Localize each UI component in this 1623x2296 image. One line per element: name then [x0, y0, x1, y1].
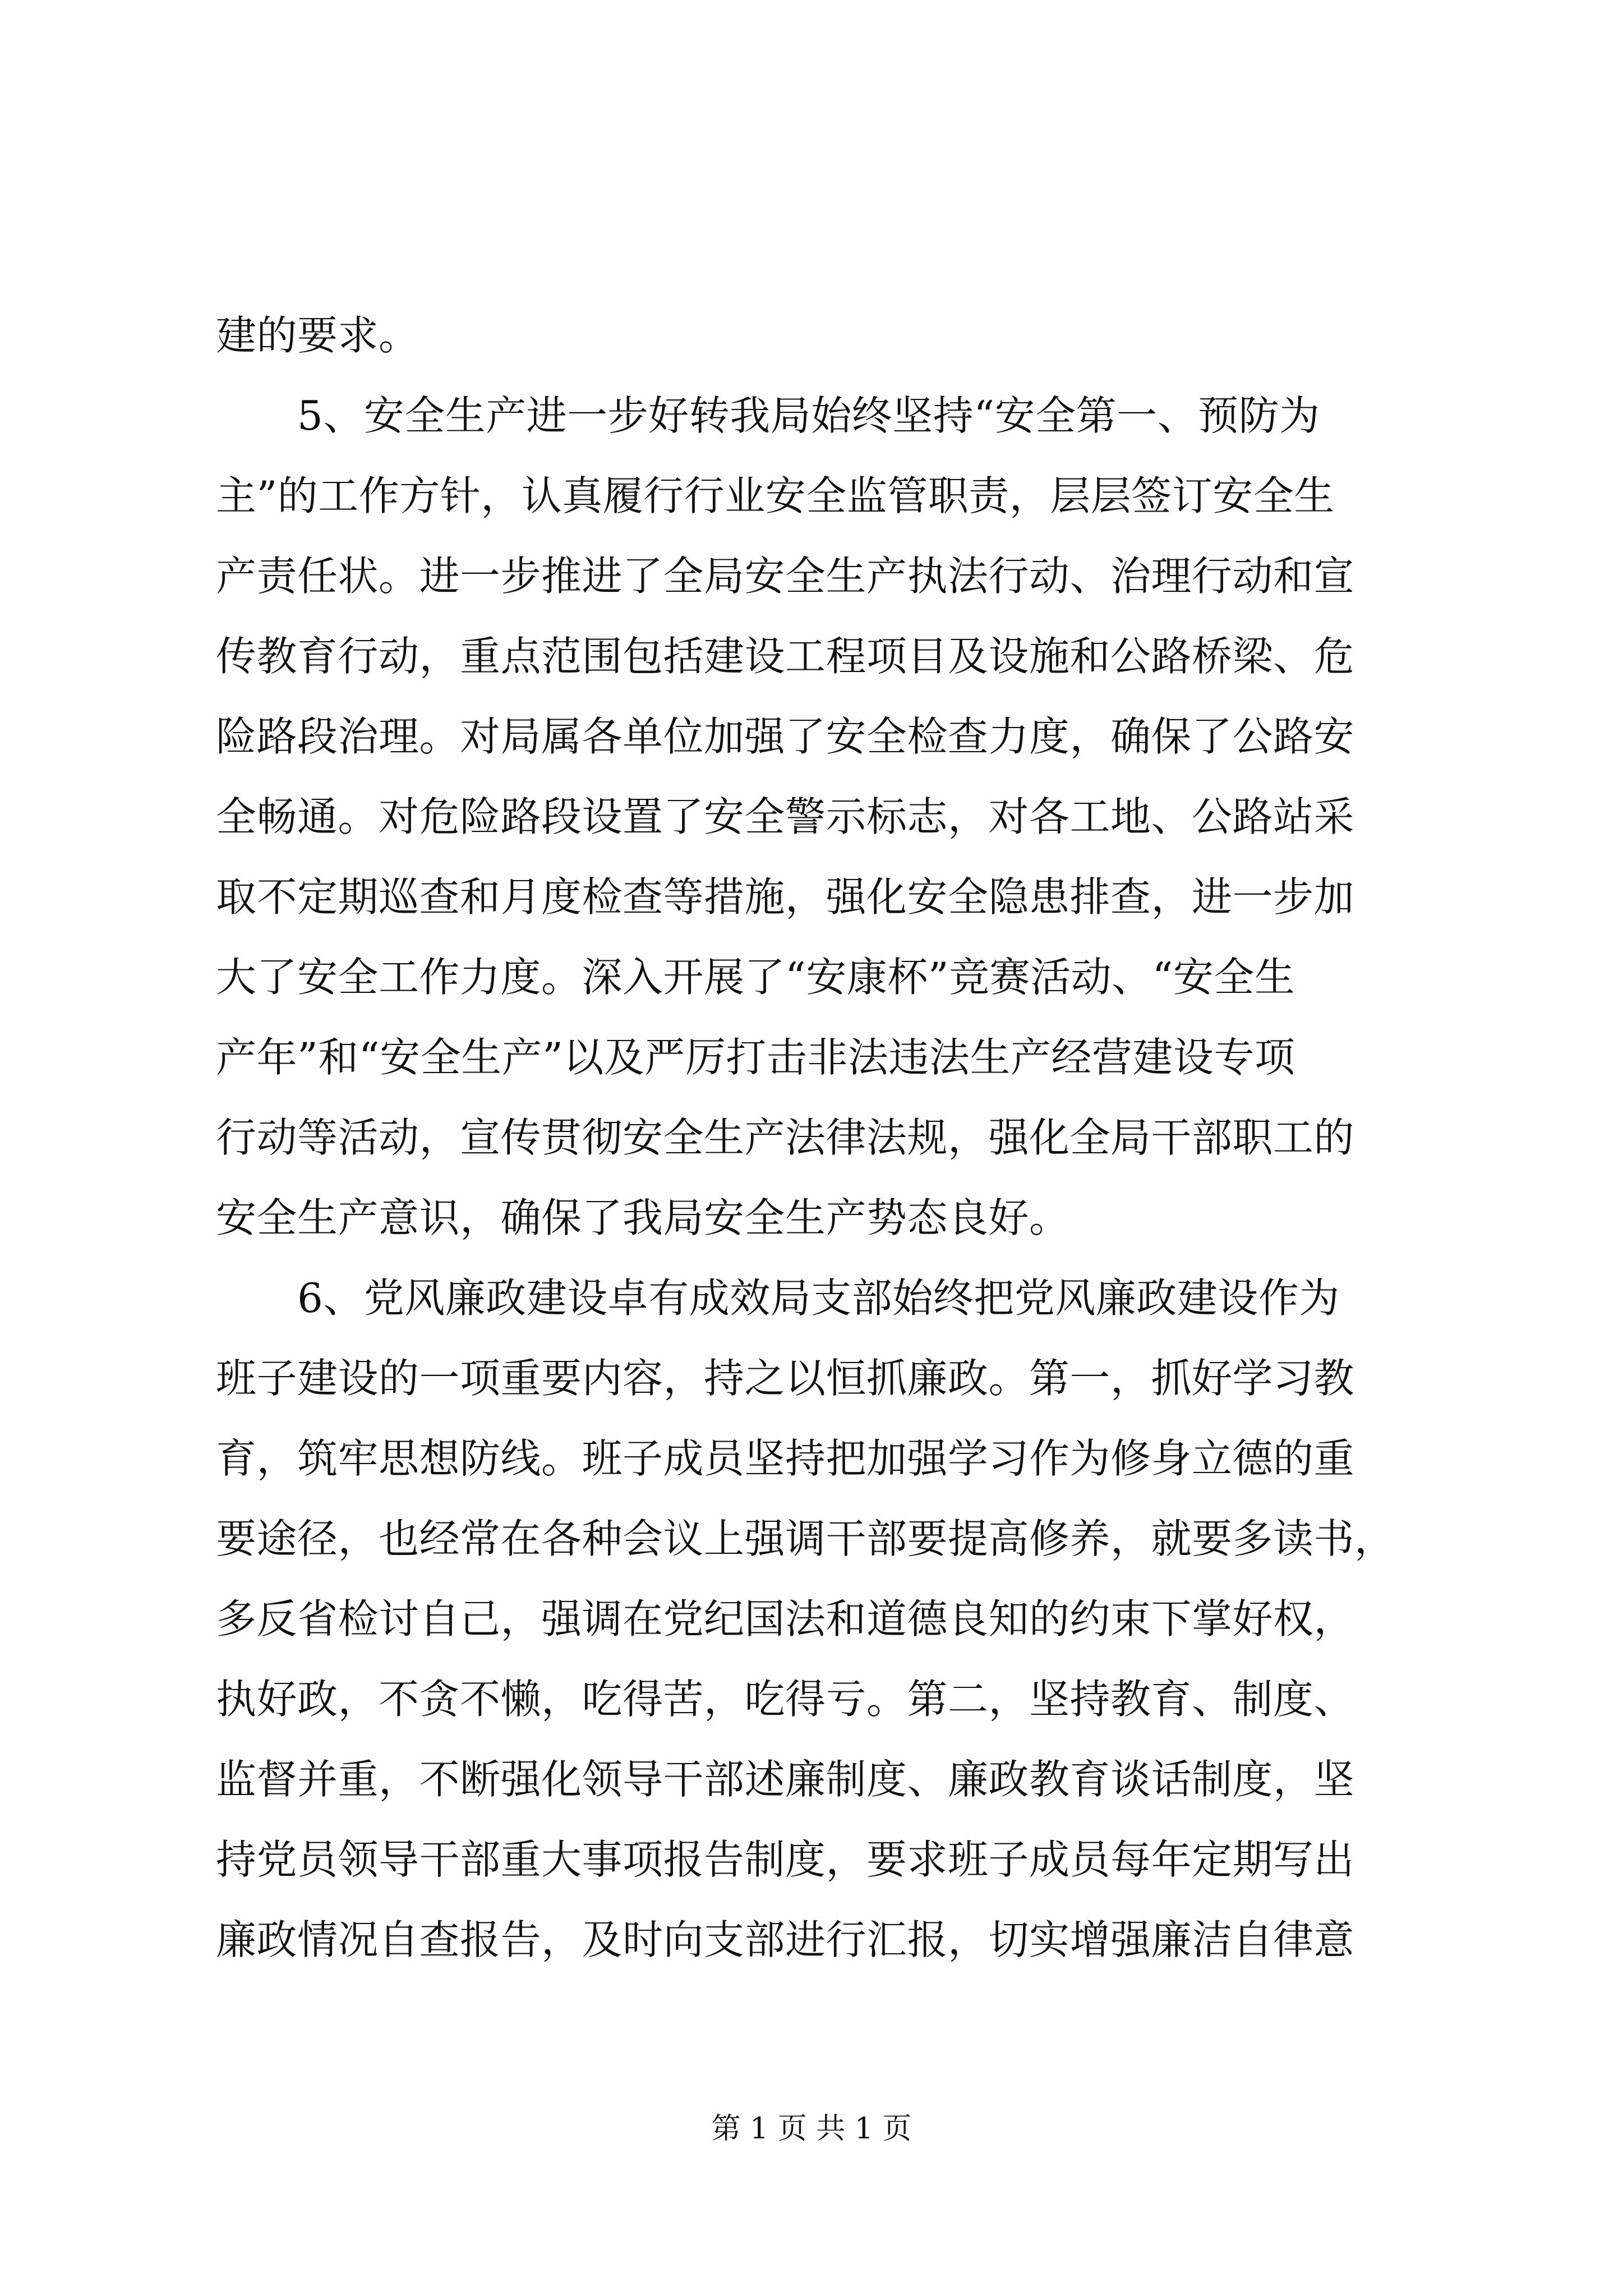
- text-line: 产责任状。进一步推进了全局安全生产执法行动、治理行动和宣: [216, 553, 1355, 600]
- text-line: 安全生产意识，确保了我局安全生产势态良好。: [216, 1194, 1070, 1241]
- text-line: 传教育行动，重点范围包括建设工程项目及设施和公路桥梁、危: [216, 633, 1355, 680]
- text-line: 执好政，不贪不懒，吃得苦，吃得亏。第二，坚持教育、制度、: [216, 1676, 1355, 1723]
- text-line: 险路段治理。对局属各单位加强了安全检查力度，确保了公路安: [216, 713, 1355, 760]
- text-line: 建的要求。: [216, 312, 419, 359]
- text-line: 行动等活动，宣传贯彻安全生产法律法规，强化全局干部职工的: [216, 1114, 1355, 1161]
- text-line: 班子建设的一项重要内容，持之以恒抓廉政。第一，抓好学习教: [216, 1355, 1355, 1402]
- text-line: 产年”和“安全生产”以及严厉打击非法违法生产经营建设专项: [216, 1034, 1295, 1081]
- text-line: 多反省检讨自己，强调在党纪国法和道德良知的约束下掌好权，: [216, 1595, 1355, 1642]
- text-line: 要途径，也经常在各种会议上强调干部要提高修养，就要多读书，: [216, 1515, 1395, 1562]
- text-line: 育，筑牢思想防线。班子成员坚持把加强学习作为修身立德的重: [216, 1435, 1355, 1482]
- paragraph-6-start: 6、党风廉政建设卓有成效局支部始终把党风廉政建设作为: [297, 1274, 1340, 1322]
- text-line: 大了安全工作力度。深入开展了“安康杯”竞赛活动、“安全生: [216, 954, 1295, 1001]
- paragraph-5-start: 5、安全生产进一步好转我局始终坚持“安全第一、预防为: [297, 392, 1320, 439]
- page-footer: 第 1 页 共 1 页: [711, 2112, 912, 2146]
- text-line: 持党员领导干部重大事项报告制度，要求班子成员每年定期写出: [216, 1836, 1355, 1883]
- text-line: 监督并重，不断强化领导干部述廉制度、廉政教育谈话制度，坚: [216, 1756, 1355, 1803]
- text-line: 取不定期巡查和月度检查等措施，强化安全隐患排查，进一步加: [216, 873, 1355, 921]
- text-line: 主”的工作方针，认真履行行业安全监管职责，层层签订安全生: [216, 472, 1335, 519]
- text-line: 廉政情况自查报告，及时向支部进行汇报，切实增强廉洁自律意: [216, 1916, 1355, 1963]
- text-line: 全畅通。对危险路段设置了安全警示标志，对各工地、公路站采: [216, 793, 1355, 840]
